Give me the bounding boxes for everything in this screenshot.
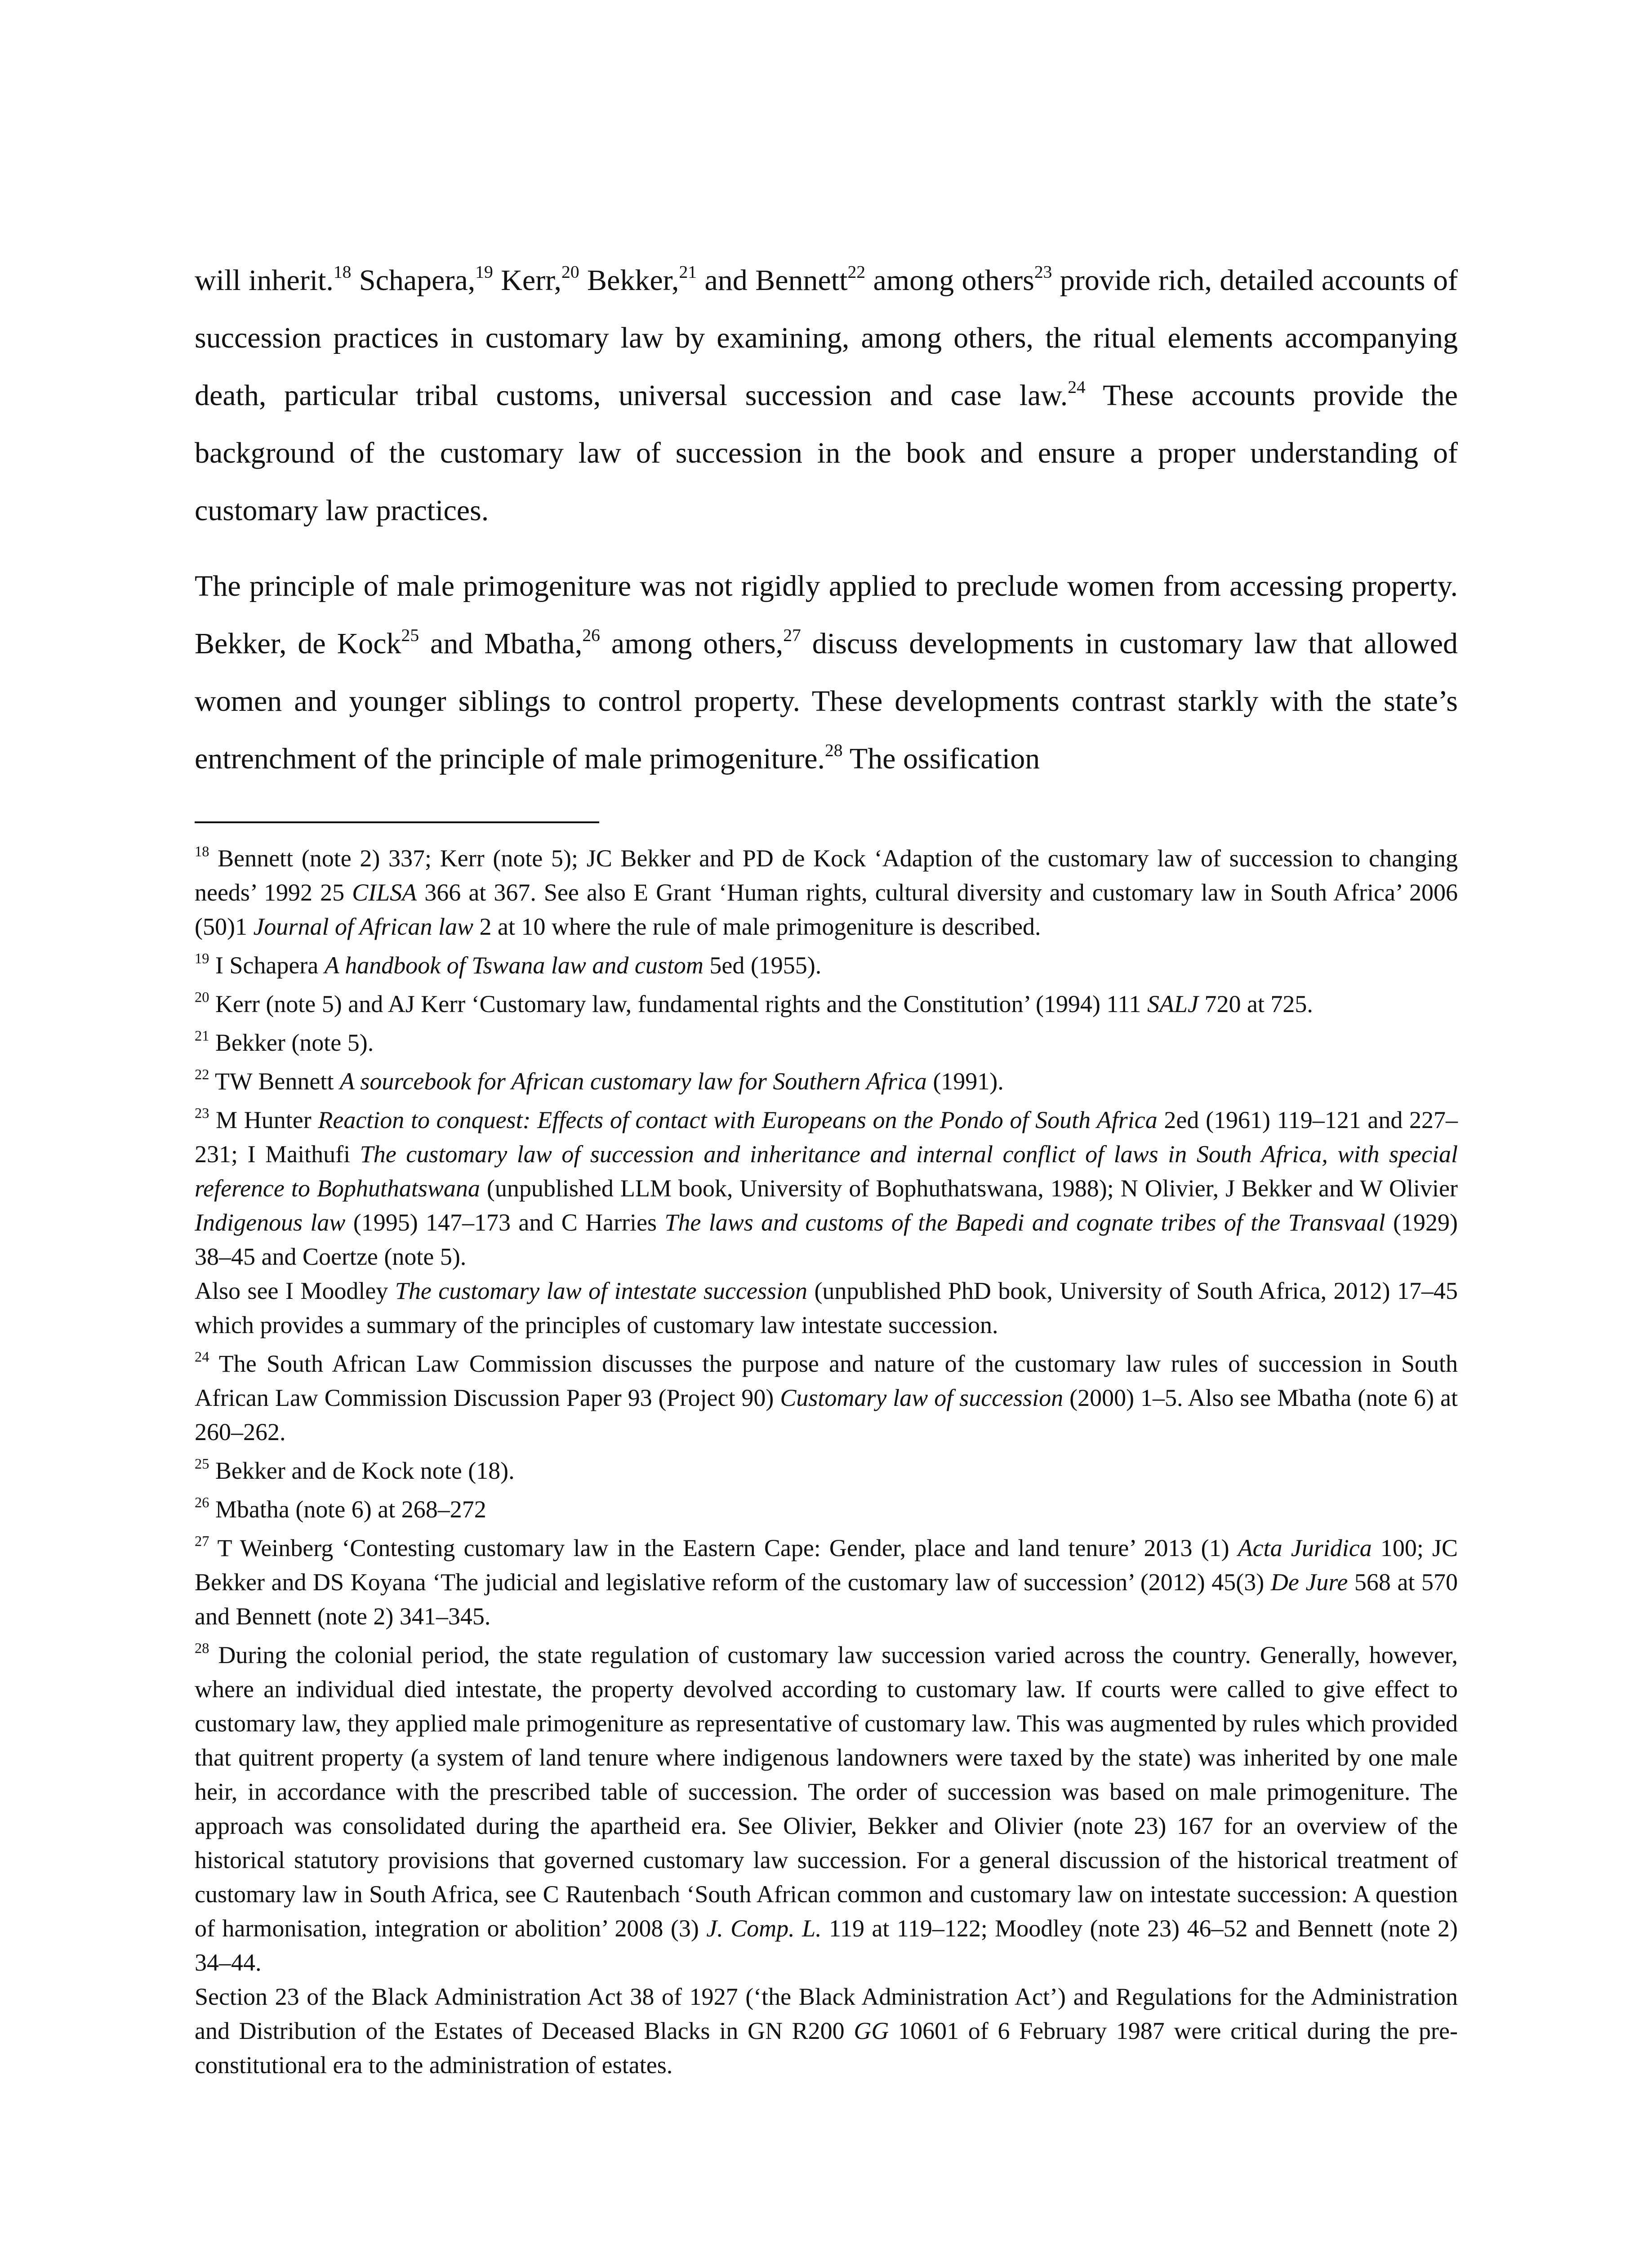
footnote-text: The South African Law Commission discusses the purpose and nature of the customary law rules of succession in South African Law Commission Discussion Paper 93 (Project 90) xyxy=(195,1350,1458,1411)
footnote-number: 24 xyxy=(195,1349,209,1365)
text-run: and Bennett xyxy=(697,264,848,297)
footnote-28 xyxy=(195,1638,1458,1980)
footnote-text: Also see I Moodley xyxy=(195,1277,395,1304)
footnote-ref-27[interactable]: 27 xyxy=(783,625,801,645)
footnote-23 xyxy=(195,1103,1458,1274)
text-run: Kerr, xyxy=(493,264,562,297)
footnote-text: 366 at 367. See also E Grant ‘Human rights, cultural diversity and customary law in South Africa’ 2006 (50)1 xyxy=(195,879,1458,940)
footnote-text: Bekker and de Kock note (18). xyxy=(209,1457,515,1484)
footnote-italic: Journal of African law xyxy=(253,913,473,940)
footnote-21 xyxy=(195,1026,1458,1060)
footnote-number: 28 xyxy=(195,1640,209,1657)
footnote-text: Kerr (note 5) and AJ Kerr ‘Customary law, fundamental rights and the Constitution’ (1994) 111 xyxy=(209,990,1147,1017)
footnote-italic: Reaction to conquest: Effects of contact with Europeans on the Pondo of South Africa xyxy=(318,1106,1158,1133)
text-run: These accounts provide the background of the customary law of succession in the book and ensure a proper understanding of customary law practices. xyxy=(195,379,1458,527)
footnote-23-continued xyxy=(195,1274,1458,1342)
footnote-italic: GG xyxy=(854,2017,889,2044)
text-run: among others, xyxy=(600,627,784,660)
footnote-italic: A handbook of Tswana law and custom xyxy=(324,952,704,979)
footnote-italic: A sourcebook for African customary law for Southern Africa xyxy=(339,1068,927,1095)
footnote-ref-20[interactable]: 20 xyxy=(561,262,579,282)
footnote-italic: De Jure xyxy=(1270,1569,1348,1596)
footnote-text: (1991). xyxy=(926,1068,1004,1095)
footnote-26 xyxy=(195,1492,1458,1526)
footnote-text: (1995) 147–173 and C Harries xyxy=(345,1209,665,1236)
text-run: will inherit. xyxy=(195,264,334,297)
footnote-ref-25[interactable]: 25 xyxy=(401,625,419,645)
footnote-text: 100; JC Bekker and DS Koyana ‘The judicial and legislative reform of the customary law of succession’ (2012) 45(3) xyxy=(195,1534,1458,1596)
footnote-italic: Acta Juridica xyxy=(1238,1534,1372,1561)
footnote-italic: J. Comp. L. xyxy=(706,1915,822,1942)
body-paragraph-2 xyxy=(195,558,1458,788)
footnote-number: 23 xyxy=(195,1105,209,1122)
footnote-27 xyxy=(195,1531,1458,1633)
footnote-20 xyxy=(195,987,1458,1021)
footnote-text: M Hunter xyxy=(209,1106,318,1133)
footnote-text: Bekker (note 5). xyxy=(209,1029,374,1056)
footnote-italic: CILSA xyxy=(352,879,417,906)
footnote-ref-23[interactable]: 23 xyxy=(1034,262,1052,282)
footnote-number: 22 xyxy=(195,1066,209,1083)
footnote-number: 27 xyxy=(195,1533,209,1550)
footnote-text: T Weinberg ‘Contesting customary law in the Eastern Cape: Gender, place and land tenure’ 2013 (1) xyxy=(209,1534,1238,1561)
text-run: among others xyxy=(865,264,1034,297)
footnote-text: (unpublished PhD book, University of South Africa, 2012) 17–45 which provides a summary of the principles of customary law intestate succession. xyxy=(195,1277,1458,1338)
footnote-text: (2000) 1–5. Also see Mbatha (note 6) at 260–262. xyxy=(195,1384,1458,1445)
footnote-text: I Schapera xyxy=(209,952,325,979)
footnote-number: 20 xyxy=(195,989,209,1006)
footnote-separator xyxy=(195,821,599,823)
text-run: discuss developments in customary law that allowed women and younger siblings to control property. These developments contrast starkly with the state’s entrenchment of the principle of male primogeniture. xyxy=(195,627,1458,775)
footnote-text: (unpublished LLM book, University of Bophuthatswana, 1988); N Olivier, J Bekker and W Olivier xyxy=(480,1175,1458,1202)
footnote-text: 2ed (1961) 119–121 and 227–231; I Maithufi xyxy=(195,1106,1458,1168)
footnote-ref-28[interactable]: 28 xyxy=(824,740,843,760)
footnote-text: 10601 of 6 February 1987 were critical during the pre-constitutional era to the administration of estates. xyxy=(195,2017,1458,2079)
footnote-text: Mbatha (note 6) at 268–272 xyxy=(209,1496,486,1523)
text-run: Bekker, xyxy=(579,264,679,297)
footnote-text: TW Bennett xyxy=(209,1068,340,1095)
footnote-ref-22[interactable]: 22 xyxy=(847,262,866,282)
footnote-text: During the colonial period, the state regulation of customary law succession varied across the country. Generally, however, where an individual died intestate, the property devolved according to customary law. If courts were called to give effect to customary law, they applied male primogeniture as representative of customary law. This was augmented by rules which provided that quitrent property (a system of land tenure where indigenous landowners were taxed by the state) was inherited by one male heir, in accordance with the prescribed table of succession. The order of succession was based on male primogeniture. The approach was consolidated during the apartheid era. See Olivier, Bekker and Olivier (note 23) 167 for an overview of the historical statutory provisions that governed customary law succession. For a general discussion of the historical treatment of customary law in South Africa, see C Rautenbach ‘South African common and customary law on intestate succession: A question of harmonisation, integration or abolition’ 2008 (3) xyxy=(195,1641,1458,1942)
footnote-24 xyxy=(195,1347,1458,1449)
footnote-italic: Indigenous law xyxy=(195,1209,346,1236)
footnote-text: Section 23 of the Black Administration Act 38 of 1927 (‘the Black Administration Act’) and Regulations for the Administration and Distribution of the Estates of Deceased Blacks in GN R200 xyxy=(195,1983,1458,2044)
footnote-text: Bennett (note 2) 337; Kerr (note 5); JC Bekker and PD de Kock ‘Adaption of the customary law of succession to changing needs’ 1992 25 xyxy=(195,845,1458,906)
text-run: provide rich, detailed accounts of succession practices in customary law by examining, among others, the ritual elements accompanying death, particular tribal customs, universal succession and case law. xyxy=(195,264,1458,412)
text-run: and Mbatha, xyxy=(419,627,583,660)
footnote-italic: The customary law of intestate succession xyxy=(395,1277,807,1304)
body-paragraph-1 xyxy=(195,252,1458,540)
text-run: The principle of male primogeniture was not rigidly applied to preclude women from accessing property. Bekker, de Kock xyxy=(195,570,1458,660)
footnote-number: 18 xyxy=(195,843,209,860)
footnote-number: 19 xyxy=(195,950,209,967)
footnote-22 xyxy=(195,1064,1458,1098)
footnote-ref-24[interactable]: 24 xyxy=(1068,377,1086,397)
text-run: The ossification xyxy=(842,742,1040,775)
footnote-ref-19[interactable]: 19 xyxy=(475,262,493,282)
footnote-italic: The laws and customs of the Bapedi and cognate tribes of the Transvaal xyxy=(664,1209,1385,1236)
text-run: Schapera, xyxy=(351,264,476,297)
footnote-number: 21 xyxy=(195,1028,209,1044)
footnote-18 xyxy=(195,841,1458,944)
page-content xyxy=(195,252,1458,2087)
footnote-ref-21[interactable]: 21 xyxy=(679,262,697,282)
footnote-text: (1929) 38–45 and Coertze (note 5). xyxy=(195,1209,1458,1270)
footnote-ref-18[interactable]: 18 xyxy=(333,262,352,282)
footnote-number: 26 xyxy=(195,1494,209,1511)
footnote-19 xyxy=(195,948,1458,982)
footnote-text: 2 at 10 where the rule of male primogeniture is described. xyxy=(473,913,1041,940)
footnotes-section xyxy=(195,841,1458,2082)
footnote-italic: SALJ xyxy=(1147,990,1198,1017)
footnote-25 xyxy=(195,1454,1458,1488)
footnote-ref-26[interactable]: 26 xyxy=(582,625,600,645)
footnote-text: 568 at 570 and Bennett (note 2) 341–345. xyxy=(195,1569,1458,1630)
footnote-italic: The customary law of succession and inheritance and internal conflict of laws in South Africa, with special reference to Bophuthatswana xyxy=(195,1141,1458,1202)
footnote-text: 5ed (1955). xyxy=(703,952,822,979)
footnote-text: 720 at 725. xyxy=(1198,990,1313,1017)
footnote-number: 25 xyxy=(195,1456,209,1472)
footnote-text: 119 at 119–122; Moodley (note 23) 46–52 and Bennett (note 2) 34–44. xyxy=(195,1915,1458,1976)
footnote-italic: Customary law of succession xyxy=(780,1384,1064,1411)
footnote-28-continued xyxy=(195,1980,1458,2082)
